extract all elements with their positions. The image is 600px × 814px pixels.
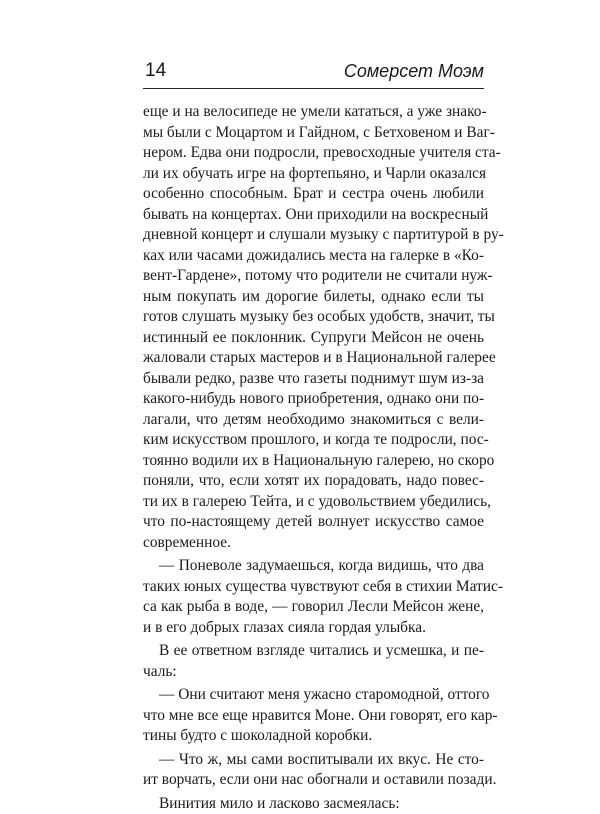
text-line: дневной концерт и слушали музыку с партитурой в ру- — [143, 225, 484, 246]
text-line: вент-Гардене», потому что родители не считали нуж- — [143, 266, 484, 287]
paragraph — [143, 682, 484, 747]
body-text — [143, 102, 484, 814]
text-line: тины будто с шоколадной коробки. — [143, 726, 484, 747]
text-line: мы были с Моцартом и Гайдном, с Бетховеном и Ваг- — [143, 123, 484, 144]
text-line: ках или часами дожидались места на галерке в «Ко- — [143, 246, 484, 267]
text-line: истинный ее поклонник. Супруги Мейсон не очень — [143, 328, 484, 349]
text-line: ным покупать им дорогие билеты, однако если ты — [143, 287, 484, 308]
text-line: поняли, что, если хотят их порадовать, надо повес- — [143, 471, 484, 492]
header-rule — [143, 88, 484, 89]
text-line: бывали редко, разве что газеты поднимут шум из-за — [143, 369, 484, 390]
text-line: чаль: — [143, 662, 484, 683]
text-line: ким искусством прошлого, и когда те подросли, пос- — [143, 430, 484, 451]
paragraph — [143, 638, 484, 682]
text-line: готов слушать музыку без особых удобств, значит, ты — [143, 307, 484, 328]
text-line: — Они считают меня ужасно старомодной, оттого — [143, 685, 484, 706]
text-line: и в его добрых глазах сияла гордая улыбка. — [143, 618, 484, 639]
text-line: что по-настоящему детей волнует искусство самое — [143, 512, 484, 533]
text-line: Винития мило и ласково засмеялась: — [143, 794, 484, 814]
text-line: В ее ответном взгляде читались и усмешка, и пе- — [143, 641, 484, 662]
page-header — [143, 58, 484, 88]
text-line: еще и на велосипеде не умели кататься, а уже знако- — [143, 102, 484, 123]
text-line: современное. — [143, 533, 484, 554]
text-line: тоянно водили их в Национальную галерею, но скоро — [143, 451, 484, 472]
text-line: ит ворчать, если они нас обогнали и оставили позади. — [143, 770, 484, 791]
paragraph — [143, 791, 484, 814]
text-line: что мне все еще нравится Моне. Они говорят, его кар- — [143, 706, 484, 727]
text-line: нером. Едва они подросли, превосходные учителя ста- — [143, 143, 484, 164]
text-line: жаловали старых мастеров и в Национальной галерее — [143, 348, 484, 369]
paragraph — [143, 747, 484, 791]
text-line: особенно способным. Брат и сестра очень любили — [143, 184, 484, 205]
page-number: 14 — [145, 60, 166, 82]
text-line: таких юных существа чувствуют себя в стихии Матис- — [143, 577, 484, 598]
text-line: ти их в галерею Тейта, и с удовольствием убедились, — [143, 492, 484, 513]
text-line: какого-нибудь нового приобретения, однако они по- — [143, 389, 484, 410]
text-line: — Поневоле задумаешься, когда видишь, что два — [143, 556, 484, 577]
paragraph — [143, 553, 484, 638]
text-line: лагали, что детям необходимо знакомиться с вели- — [143, 410, 484, 431]
text-line: са как рыба в воде, — говорил Лесли Мейсон жене, — [143, 597, 484, 618]
text-line: — Что ж, мы сами воспитывали их вкус. Не сто- — [143, 750, 484, 771]
running-title: Сомерсет Моэм — [344, 61, 484, 82]
text-line: бывать на концертах. Они приходили на воскресный — [143, 205, 484, 226]
paragraph — [143, 102, 484, 553]
text-line: ли их обучать игре на фортепьяно, и Чарли оказался — [143, 164, 484, 185]
